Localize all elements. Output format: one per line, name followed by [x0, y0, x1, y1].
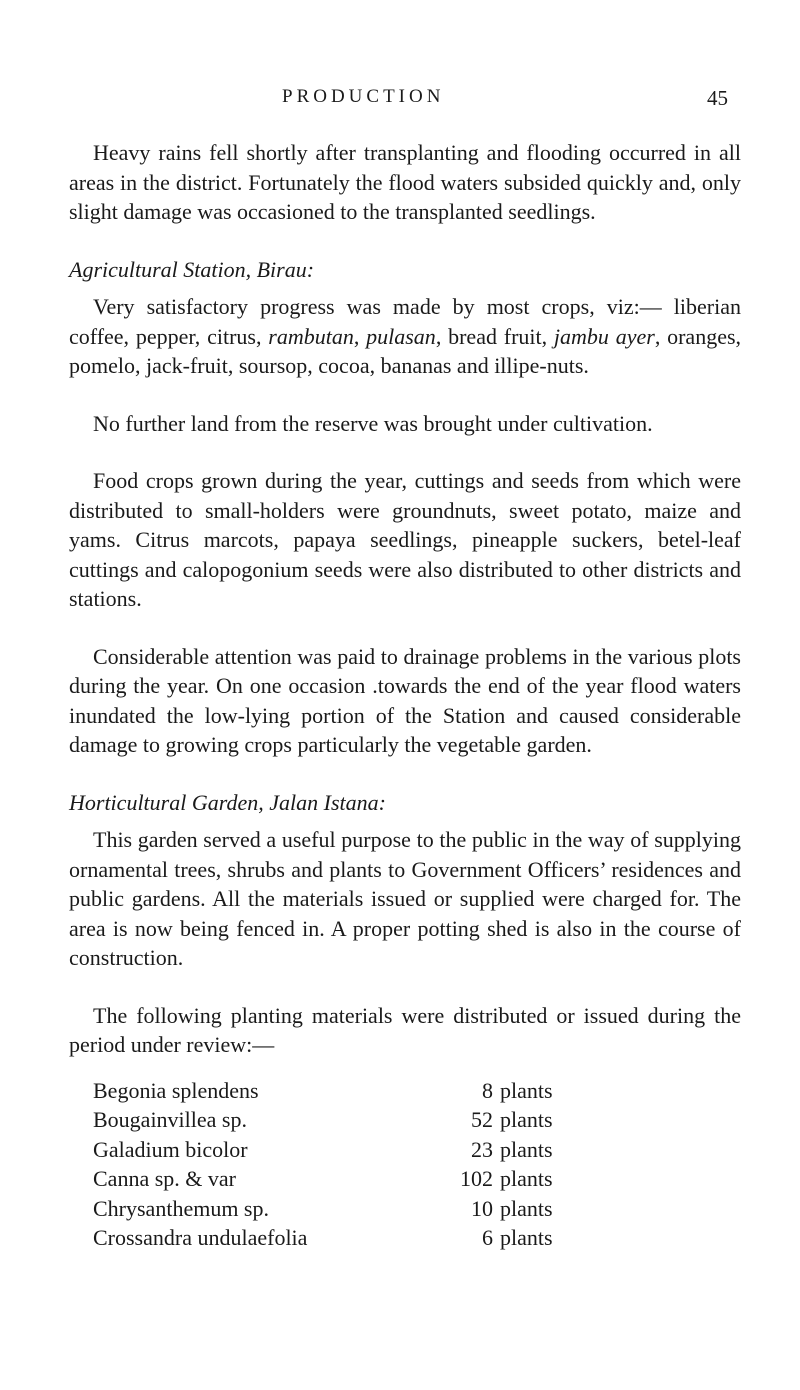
- plant-unit: plants: [500, 1166, 553, 1191]
- plant-unit: plants: [500, 1107, 553, 1132]
- list-item: [93, 1164, 693, 1194]
- plant-name: Canna sp. & var: [93, 1166, 236, 1191]
- paragraph-drainage: Considerable attention was paid to drainage problems in the various plots during the year. On one occasion .towards the end of the year flood waters inundated the low-lying portion of the Station and caused considerable damage to growing crops particularly the vegetable garden.: [69, 643, 741, 757]
- paragraph-flooding: Heavy rains fell shortly after transplanting and flooding occurred in all areas in the district. Fortunately the flood waters subsided quickly and, only slight damage was occasioned to the transplanted seedlings.: [69, 140, 741, 224]
- plant-unit: plants: [500, 1136, 553, 1162]
- italic-term: rambutan: [268, 323, 354, 349]
- plant-list: [93, 1076, 693, 1253]
- list-item: [93, 1223, 693, 1253]
- list-item: [93, 1135, 693, 1165]
- italic-term: pulasan: [366, 323, 436, 349]
- text-span: ,: [353, 323, 367, 349]
- plant-name: Bougainvillea sp.: [93, 1107, 247, 1132]
- plant-count: 52: [471, 1107, 493, 1132]
- text-span: , oranges, pomelo, jack-fruit, soursop, cocoa, bananas and illipe-nuts.: [69, 323, 742, 378]
- paragraph-food-crops: Food crops grown during the year, cuttings and seeds from which were distributed to small-holders were groundnuts, sweet potato, maize and yams. Citrus marcots, papaya seedlings, pineapple suckers, betel-leaf cuttings and calopogonium seeds were also distributed to other districts and stations.: [69, 468, 741, 611]
- text-span: Very satisfactory progress was made by most crops, viz:— liberian coffee, pepper, citrus,: [69, 294, 741, 349]
- section-heading-istana: Horticultural Garden, Jalan Istana:: [69, 789, 386, 815]
- plant-count: 102: [460, 1166, 493, 1191]
- page-content: [69, 138, 741, 1253]
- plant-count: 8: [482, 1077, 493, 1103]
- plant-name: Chrysanthemum sp.: [93, 1195, 269, 1221]
- plant-name: Galadium bicolor: [93, 1136, 248, 1162]
- section-heading-birau: Agricultural Station, Birau:: [69, 256, 315, 282]
- paragraph-garden: This garden served a useful purpose to the public in the way of supplying ornamental trees, shrubs and plants to Government Officers’ residences and public gardens. All the materials issued or supplied were charged for. The area is now being fenced in. A proper potting shed is also in the course of construction.: [69, 827, 741, 970]
- plant-name: Begonia splendens: [93, 1077, 259, 1103]
- running-title: PRODUCTION: [282, 86, 445, 107]
- list-item: [93, 1076, 693, 1106]
- plant-count: 6: [482, 1225, 493, 1250]
- text-span: , bread fruit,: [435, 323, 554, 349]
- list-item: [93, 1105, 693, 1135]
- paragraph-reserve-land: No further land from the reserve was brought under cultivation.: [93, 410, 653, 436]
- italic-term: jambu ayer: [553, 323, 655, 349]
- paragraph-crops-progress: [69, 292, 741, 381]
- plant-count: 10: [471, 1195, 493, 1221]
- plant-unit: plants: [500, 1225, 553, 1250]
- plant-name: Crossandra undulaefolia: [93, 1225, 308, 1250]
- plant-count: 23: [471, 1136, 493, 1162]
- plant-unit: plants: [500, 1077, 553, 1103]
- paragraph-materials-intro: The following planting materials were distributed or issued during the period under review:—: [69, 1002, 741, 1057]
- list-item: [93, 1194, 693, 1224]
- page-header: [0, 86, 800, 114]
- page-number: 45: [707, 86, 728, 110]
- plant-unit: plants: [500, 1195, 553, 1221]
